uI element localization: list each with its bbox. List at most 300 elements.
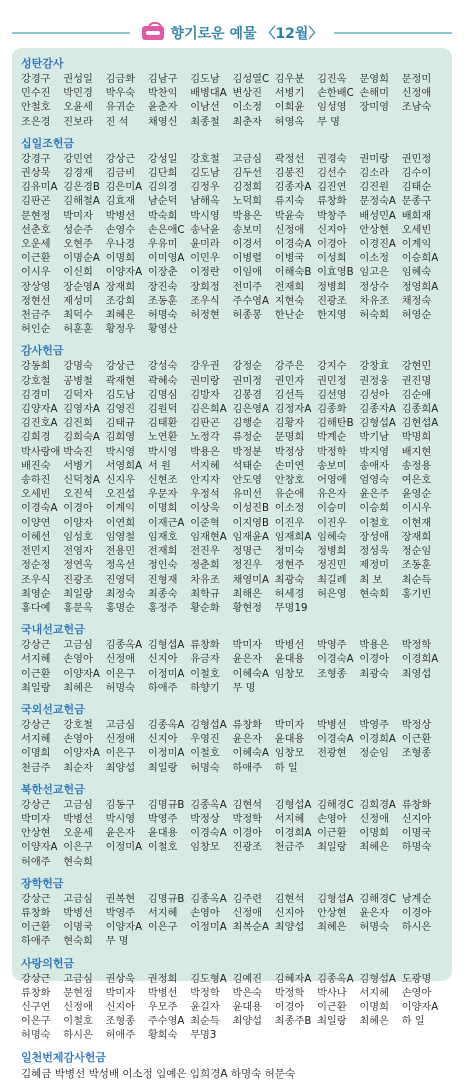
donor-name: 이근환 xyxy=(317,828,347,840)
donor-name: 고금심 xyxy=(232,153,263,165)
donor-name: 윤길자 xyxy=(190,1001,220,1013)
donor-name: 이성진B xyxy=(232,503,269,515)
donor-name: 이지영B xyxy=(232,517,269,529)
donor-name: 김종옥A xyxy=(105,640,143,652)
donor-name: 김진희 xyxy=(63,418,93,430)
donor-name: 최혜은 xyxy=(317,922,347,934)
donor-name: 고금심 xyxy=(63,640,93,652)
donor-name: 황현정 xyxy=(232,602,263,614)
donor-name: 김종자A xyxy=(359,404,396,416)
donor-name: 강호철 xyxy=(63,719,93,731)
donor-name: 손한배C xyxy=(317,88,354,100)
donor-name: 박미자 xyxy=(21,813,51,825)
donor-name: 정병희 xyxy=(317,281,347,293)
donor-name: 송보미 xyxy=(232,224,263,236)
donor-name: 김명심 xyxy=(147,389,178,401)
donor-name: 이근환 xyxy=(21,922,51,934)
donor-name: 조동훈 xyxy=(147,295,178,307)
donor-name: 박명희 xyxy=(401,432,432,444)
donor-name: 신지아 xyxy=(147,654,178,666)
donor-name: 류창화 xyxy=(317,196,347,208)
donor-name: 하애주 xyxy=(232,762,263,774)
donor-name: 김형섭A xyxy=(190,719,227,731)
donor-name: 이정미A xyxy=(190,922,227,934)
donor-name: 신정애 xyxy=(274,224,305,236)
donor-name: 신지아 xyxy=(274,907,305,919)
donor-name: 김덕자 xyxy=(63,389,93,401)
donor-name: 오세빈 xyxy=(401,224,432,236)
donor-name: 서지혜 xyxy=(190,460,220,472)
donor-name: 허명숙 xyxy=(359,922,389,934)
donor-name: 박시영 xyxy=(147,446,178,458)
donor-name: 박정학 xyxy=(317,446,347,458)
donor-name: 차유조 xyxy=(359,295,389,307)
donor-name: 박영주 xyxy=(359,719,389,731)
donor-name: 이병국 xyxy=(274,253,305,265)
donor-name: 민수진 xyxy=(21,88,51,100)
offering-section xyxy=(21,702,443,776)
donor-name: 윤대용 xyxy=(274,654,305,666)
donor-name: 김도형A xyxy=(190,973,227,985)
section-title: 감사헌금 xyxy=(21,344,64,358)
donor-name: 이계익 xyxy=(401,239,432,251)
donor-name: 차유조 xyxy=(190,574,220,586)
donor-name: 이정미A xyxy=(147,748,185,760)
donor-name: 장성애 xyxy=(359,531,389,543)
donor-name: 이철호 xyxy=(63,1016,93,1028)
donor-name: 김정희 xyxy=(232,182,263,194)
donor-name: 무명3 xyxy=(190,1030,217,1042)
donor-name: 전영자 xyxy=(63,546,93,558)
donor-name: 최길례 xyxy=(317,574,347,586)
donor-name: 이양자A xyxy=(63,668,100,680)
donor-name: 배희재 xyxy=(401,210,432,222)
donor-name: 오윤세 xyxy=(63,102,93,114)
donor-name: 천금주 xyxy=(21,310,51,322)
donor-name: 김형섭A xyxy=(317,893,354,905)
final-name: 박병선 xyxy=(54,1067,86,1080)
donor-name: 김종옥A xyxy=(190,799,227,811)
donor-name: 오운세 xyxy=(63,828,93,840)
donor-name: 어영애 xyxy=(317,475,347,487)
donor-name: 이명희 xyxy=(359,828,389,840)
donor-name: 정순임 xyxy=(359,748,389,760)
donor-name: 허영순 xyxy=(401,310,432,322)
offering-section xyxy=(21,956,443,1044)
donor-name: 변상진 xyxy=(232,88,263,100)
donor-name: 문현정 xyxy=(63,987,93,999)
donor-name: 손해미 xyxy=(359,88,389,100)
section-title: 국내선교헌금 xyxy=(21,623,85,637)
donor-name: 김진원 xyxy=(359,182,389,194)
donor-name: 윤대용 xyxy=(274,734,305,746)
donor-name: 우모주 xyxy=(147,1001,178,1013)
donor-name: 문종구 xyxy=(401,196,432,208)
donor-name: 임영철 xyxy=(105,531,136,543)
donor-name: 이명순A xyxy=(63,253,100,265)
final-name: 김혜금 xyxy=(21,1067,52,1080)
donor-name: 최일랑 xyxy=(21,682,51,694)
donor-name: 최양섭 xyxy=(274,922,305,934)
donor-name: 이경아 xyxy=(359,654,389,666)
donor-name: 윤대용 xyxy=(232,1001,263,1013)
donor-name: 권미랑 xyxy=(359,153,389,165)
donor-name: 김판곤 xyxy=(190,418,220,430)
donor-name: 현숙희 xyxy=(63,936,93,948)
donor-name: 이시우 xyxy=(21,267,51,279)
donor-name: 류창화 xyxy=(401,799,432,811)
donor-name: 김선수 xyxy=(317,168,347,180)
donor-name: 류지숙 xyxy=(274,196,305,208)
donor-name: 이은구 xyxy=(63,842,93,854)
donor-name: 우나경 xyxy=(105,239,136,251)
donor-name: 문정숙A xyxy=(359,196,396,208)
donor-name: 송정용 xyxy=(401,460,432,472)
donor-name: 진광조 xyxy=(232,842,263,854)
donor-name: 박우숙 xyxy=(105,88,136,100)
donor-name: 이연희 xyxy=(105,517,136,529)
donor-name: 이경아 xyxy=(401,907,432,919)
donor-name: 남계순 xyxy=(401,893,432,905)
donor-name: 이명희 xyxy=(21,748,51,760)
donor-name: 강현민 xyxy=(401,361,432,373)
donor-name: 현숙희 xyxy=(63,856,93,868)
donor-name: 신정애 xyxy=(232,907,263,919)
donor-name: 김명규B xyxy=(147,799,185,811)
donor-name: 강상근 xyxy=(21,973,51,985)
donor-name: 이근환 xyxy=(317,1001,347,1013)
donor-name: 강동희 xyxy=(21,361,51,373)
final-name: 박성배 xyxy=(88,1067,119,1080)
donor-name: 한난순 xyxy=(274,310,305,322)
donor-name: 고금심 xyxy=(63,799,93,811)
donor-name: 이경숙A xyxy=(21,503,58,515)
donor-name: 박미자 xyxy=(105,987,136,999)
donor-name: 김수이 xyxy=(401,168,432,180)
donor-name: 하애주 xyxy=(21,936,51,948)
donor-name: 박용은 xyxy=(232,210,263,222)
donor-name: 김소라 xyxy=(359,168,389,180)
donor-name: 김은미A xyxy=(105,182,143,194)
donor-name: 허명숙 xyxy=(21,1030,51,1042)
donor-name: 조우식 xyxy=(190,295,220,307)
offering-section xyxy=(21,136,443,338)
donor-name: 이경희A xyxy=(274,828,312,840)
donor-name: 김방자 xyxy=(190,389,220,401)
donor-name: 박숙희 xyxy=(147,210,178,222)
donor-name: 김은경B xyxy=(63,182,100,194)
donor-name: 이장춘 xyxy=(147,267,178,279)
donor-name: 김종옥A xyxy=(317,973,354,985)
donor-name: 하애주 xyxy=(147,682,178,694)
final-name: 하명숙 xyxy=(230,1067,262,1080)
donor-name: 이소정 xyxy=(274,503,305,515)
donor-name: 진형재 xyxy=(147,574,178,586)
donor-name: 김황자 xyxy=(274,418,305,430)
donor-name: 김단희 xyxy=(147,168,178,180)
donor-name: 안상현 xyxy=(359,224,389,236)
donor-name: 허인순 xyxy=(21,324,51,336)
donor-name: 김판곤 xyxy=(21,196,51,208)
donor-name: 이근환 xyxy=(21,253,51,265)
donor-name: 남순덕 xyxy=(147,196,178,208)
title-container xyxy=(130,23,335,43)
donor-name: 최순득 xyxy=(401,574,432,586)
donor-name: 고금심 xyxy=(105,719,136,731)
donor-name: 허정현 xyxy=(190,310,220,322)
donor-name: 배진숙 xyxy=(21,460,51,472)
section-title: 국외선교헌금 xyxy=(21,702,85,716)
donor-name: 박정학 xyxy=(190,987,220,999)
donor-name: 김남구 xyxy=(147,74,178,85)
donor-name: 장순영A xyxy=(63,281,100,293)
donor-name: 신지아 xyxy=(147,734,178,746)
donor-name: 이승미 xyxy=(317,503,347,515)
section-title: 사랑의헌금 xyxy=(21,956,75,970)
donor-name: 정미숙 xyxy=(274,546,305,558)
donor-name: 이성희 xyxy=(317,253,347,265)
donor-name: 안도영 xyxy=(232,475,263,487)
donor-name: 이경서 xyxy=(232,239,263,251)
donor-name: 이상욱 xyxy=(190,503,220,515)
donor-name: 임고은 xyxy=(359,267,389,279)
donor-name: 문명희 xyxy=(274,432,305,444)
donor-name: 권민정 xyxy=(317,375,347,387)
donor-name: 김해경C xyxy=(359,893,397,905)
donor-name: 김해경C xyxy=(317,799,354,811)
donor-name: 조형종 xyxy=(317,668,347,680)
donor-name: 김선득 xyxy=(274,389,305,401)
donor-name: 이경숙A xyxy=(317,654,354,666)
donor-name: 손영아 xyxy=(63,734,93,746)
donor-name: 박병선 xyxy=(317,719,347,731)
donor-name: 박병선 xyxy=(147,987,178,999)
donor-name: 이미영A xyxy=(147,253,185,265)
donor-name: 제정미 xyxy=(359,560,389,572)
donor-name: 이경아 xyxy=(274,1001,305,1013)
donor-name: 강상근 xyxy=(21,640,51,652)
donor-name: 안지자 xyxy=(190,475,220,487)
donor-name: 김도남 xyxy=(190,74,220,85)
donor-name: 도광명 xyxy=(401,973,432,985)
final-name: 허문숙 xyxy=(264,1067,296,1080)
donor-name: 김희숙A xyxy=(63,432,100,444)
donor-name: 서지혜 xyxy=(21,734,51,746)
donor-name: 윤영순 xyxy=(401,489,432,501)
donor-name: 곽정선 xyxy=(274,153,305,165)
donor-name: 김경재 xyxy=(63,168,93,180)
donor-name: 김희경 xyxy=(21,432,51,444)
donor-name: 남해옥 xyxy=(190,196,220,208)
donor-name: 최 보 xyxy=(359,574,383,586)
donor-name: 곽재현 xyxy=(105,375,136,387)
donor-name: 이희윤 xyxy=(274,102,305,114)
donor-name: 조형종 xyxy=(401,748,432,760)
donor-name: 이경아 xyxy=(63,503,93,515)
donor-name: 노연환 xyxy=(147,432,178,444)
donor-name: 오세빈 xyxy=(21,489,51,501)
donor-name: 정현주 xyxy=(274,560,305,572)
donor-name: 김예진 xyxy=(232,973,263,985)
donor-name: 최순자 xyxy=(63,762,93,774)
donor-name: 제성미 xyxy=(63,295,93,307)
donor-name: 천금주 xyxy=(21,762,51,774)
donor-name: 허숙희 xyxy=(359,310,389,322)
donor-name: 윤은자 xyxy=(232,734,263,746)
donor-name: 강경구 xyxy=(21,74,51,85)
offering-section xyxy=(21,56,443,130)
donor-name: 엄영숙 xyxy=(359,475,389,487)
donor-name: 이혜숙A xyxy=(232,668,269,680)
donor-name: 최양섭 xyxy=(105,762,136,774)
donor-name: 신덕청A xyxy=(63,475,100,487)
donor-name: 권미랑 xyxy=(190,375,220,387)
donor-name: 김혜자A xyxy=(274,973,312,985)
name-grid xyxy=(21,639,443,696)
donor-name: 김종화 xyxy=(317,404,347,416)
donor-name: 허애주 xyxy=(21,856,51,868)
donor-name: 박미자 xyxy=(232,640,263,652)
donor-name: 김원덕 xyxy=(147,404,178,416)
donor-name: 이시우 xyxy=(401,503,432,515)
donor-name: 최정숙 xyxy=(105,588,136,600)
donor-name: 이혜선 xyxy=(21,531,51,543)
donor-name: 유미선 xyxy=(232,489,263,501)
donor-name: 박영주 xyxy=(147,813,178,825)
donor-name: 배지현 xyxy=(401,446,432,458)
offering-panel xyxy=(12,48,452,1080)
donor-name: 이경희A xyxy=(401,654,439,666)
donor-name: 전재희 xyxy=(147,546,178,558)
donor-name: 조우식 xyxy=(21,574,51,586)
donor-name: 송낙윤 xyxy=(190,224,220,236)
donor-name: 허명숙 xyxy=(190,762,220,774)
donor-name: 전재희 xyxy=(274,281,305,293)
donor-name: 권정희 xyxy=(147,973,178,985)
donor-name: 김태규 xyxy=(105,418,136,430)
donor-name: 채정숙 xyxy=(401,295,432,307)
donor-name: 최광숙 xyxy=(359,668,389,680)
donor-name: 우유미 xyxy=(147,239,178,251)
donor-name: 송하진 xyxy=(21,475,51,487)
page-title: 향기로운 예물 〈12월〉 xyxy=(170,26,323,42)
donor-name: 이경진A xyxy=(359,239,396,251)
donor-name: 정상수 xyxy=(359,281,389,293)
donor-name: 여은호 xyxy=(401,475,432,487)
donor-name: 최학규 xyxy=(190,588,220,600)
donor-name: 황영산 xyxy=(147,324,178,336)
donor-name: 김순애 xyxy=(401,389,432,401)
donor-name: 최혜은 xyxy=(105,310,136,322)
donor-name: 김금화 xyxy=(105,74,136,85)
donor-name: 최춘자 xyxy=(232,116,263,128)
donor-name: 강경구 xyxy=(21,153,51,165)
donor-name: 홍정주 xyxy=(147,602,178,614)
donor-name: 이양연 xyxy=(21,517,51,529)
donor-name: 진광조 xyxy=(63,574,93,586)
section-title: 성탄감사 xyxy=(21,57,64,70)
donor-name: 박정상 xyxy=(401,719,432,731)
name-grid xyxy=(21,360,443,616)
donor-name: 노정각 xyxy=(190,432,220,444)
donor-name: 이임애 xyxy=(232,267,263,279)
donor-name: 임창모 xyxy=(274,668,305,680)
section-title: 십일조헌금 xyxy=(21,136,75,150)
donor-name: 최일랑 xyxy=(317,1016,347,1028)
donor-name: 진보라 xyxy=(63,116,93,128)
donor-name: 박미자 xyxy=(274,719,305,731)
donor-name: 강호철 xyxy=(21,375,51,387)
donor-name: 선춘호 xyxy=(21,224,51,236)
name-grid xyxy=(21,799,443,870)
donor-name: 박찬익 xyxy=(147,88,178,100)
donor-name: 이해숙B xyxy=(274,267,312,279)
donor-name: 허세경 xyxy=(274,588,305,600)
donor-name: 류창화 xyxy=(232,719,263,731)
donor-name: 유은자 xyxy=(317,489,347,501)
final-name: 이소정 xyxy=(122,1067,153,1080)
donor-name: 류창화 xyxy=(21,987,51,999)
donor-name: 오운세 xyxy=(21,239,51,251)
donor-name: 박정학 xyxy=(232,813,263,825)
donor-name: 김희경A xyxy=(359,799,396,811)
donor-name: 정영희A xyxy=(401,281,439,293)
donor-name: 김봉겸 xyxy=(232,389,263,401)
donor-name: 이승희 xyxy=(359,503,389,515)
donor-name: 정연옥 xyxy=(63,560,93,572)
donor-name: 강성숙 xyxy=(147,361,178,373)
donor-name: 최덕수 xyxy=(63,310,93,322)
donor-name: 최종숙 xyxy=(147,588,178,600)
final-name: 임예은 xyxy=(156,1067,187,1080)
donor-name: 이정미A xyxy=(105,842,143,854)
donor-name: 이현재 xyxy=(401,517,432,529)
donor-name: 권복현 xyxy=(105,893,136,905)
name-grid xyxy=(21,893,443,950)
donor-name: 진광조 xyxy=(317,295,347,307)
donor-name: 임혜숙 xyxy=(317,531,347,543)
donor-name: 이철호 xyxy=(190,668,220,680)
donor-name: 천금주 xyxy=(274,842,305,854)
donor-name: 박민경 xyxy=(63,88,93,100)
donor-name: 이은구 xyxy=(21,1016,51,1028)
donor-name: 김성아 xyxy=(359,389,389,401)
donor-name: 이양자A xyxy=(63,748,100,760)
donor-name: 김종옥A xyxy=(147,719,185,731)
donor-name: 김종자A xyxy=(274,182,312,194)
donor-name: 김형섭A xyxy=(359,973,396,985)
offering-section xyxy=(21,876,443,950)
donor-name: 김은영A xyxy=(232,404,269,416)
donor-name: 박정학 xyxy=(401,640,432,652)
donor-name: 최양섭 xyxy=(232,1016,263,1028)
donor-name: 김현석 xyxy=(232,799,263,811)
donor-name: 정진우 xyxy=(232,560,263,572)
donor-name: 강상근 xyxy=(105,361,136,373)
donor-name: 이양자A xyxy=(401,1001,439,1013)
donor-name: 박기남 xyxy=(359,432,389,444)
donor-name: 고금심 xyxy=(63,973,93,985)
donor-name: 김명규B xyxy=(147,893,185,905)
donor-name: 채영미A xyxy=(232,574,269,586)
donor-name: 권상욱 xyxy=(105,973,136,985)
donor-name: 장상영 xyxy=(21,281,51,293)
donor-name: 이양자A xyxy=(105,267,143,279)
donor-name: 정순임 xyxy=(401,546,432,558)
donor-name: 조은경 xyxy=(21,116,51,128)
donor-name: 허훈훈 xyxy=(63,324,93,336)
donor-name: 권민정 xyxy=(401,153,432,165)
